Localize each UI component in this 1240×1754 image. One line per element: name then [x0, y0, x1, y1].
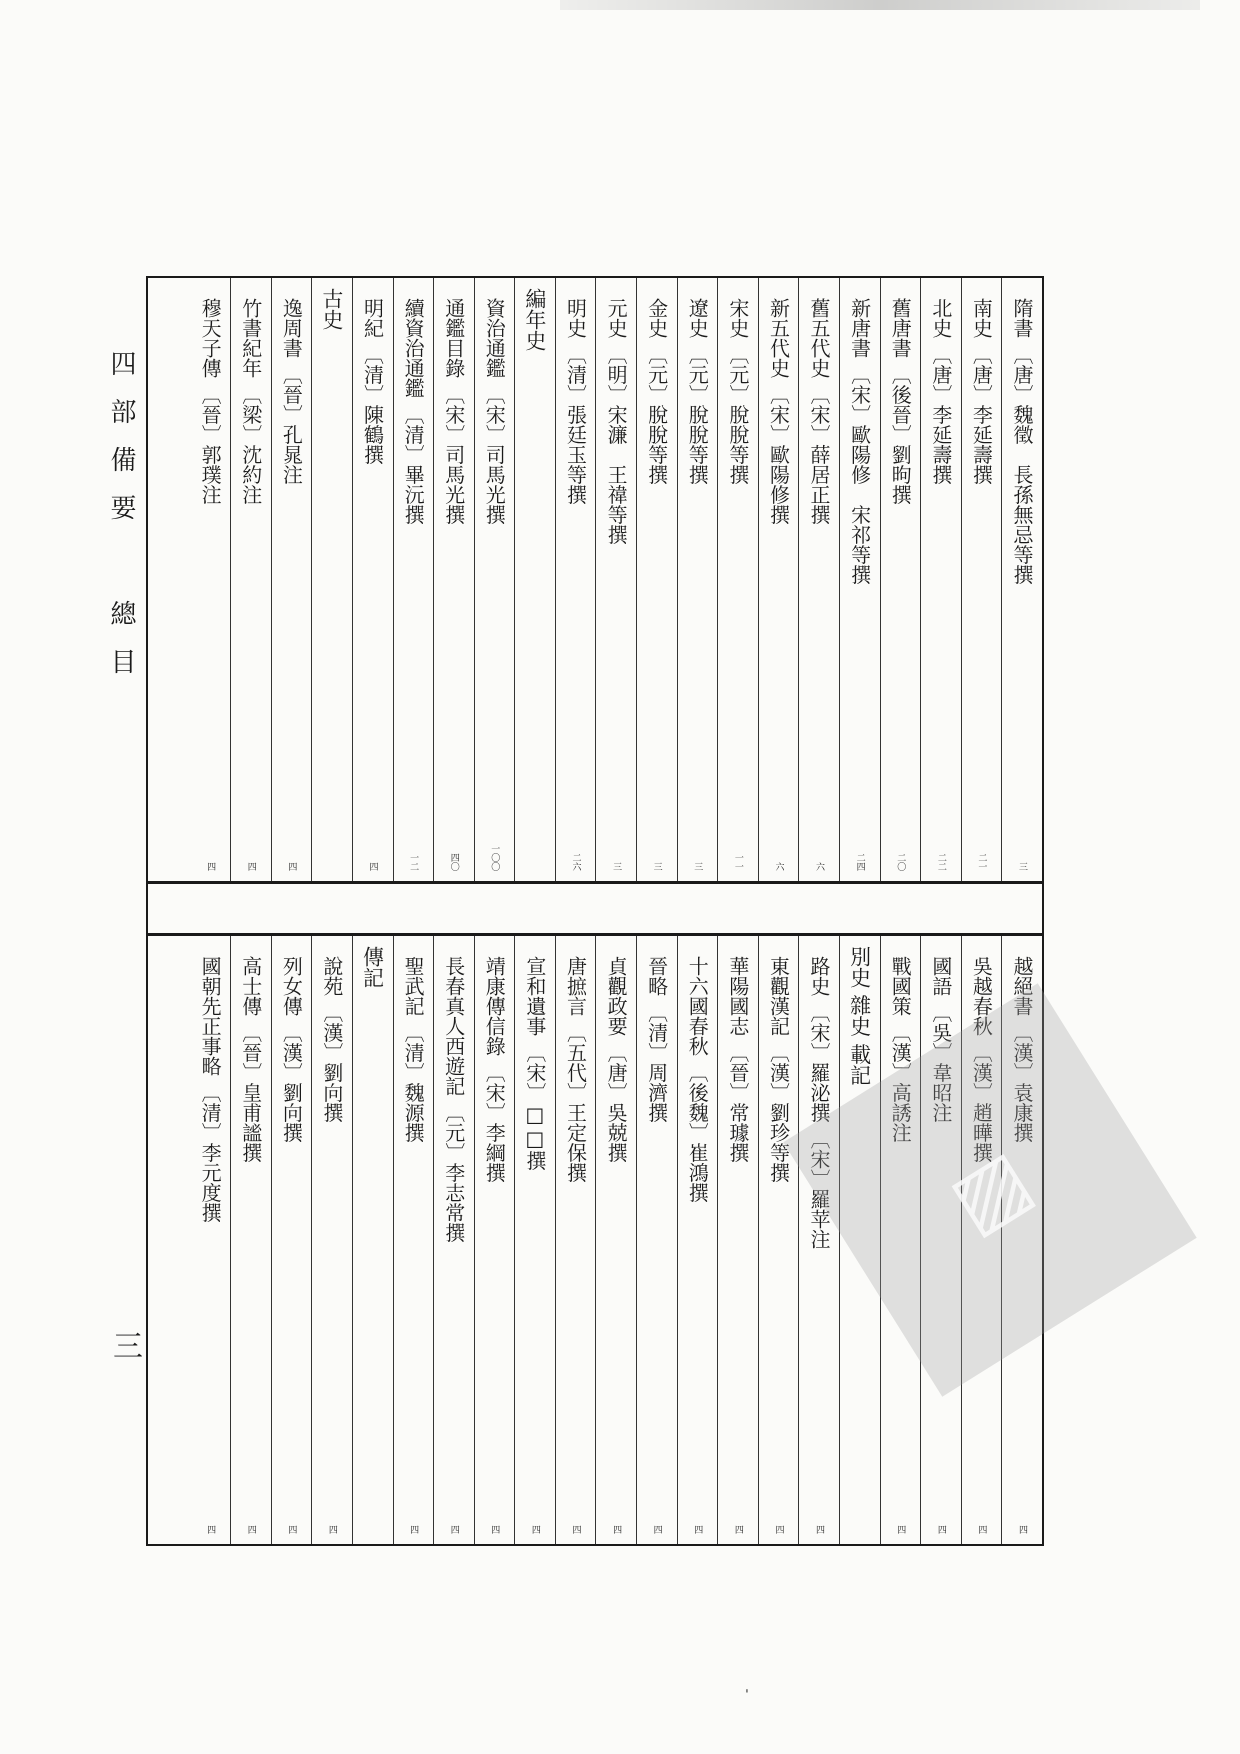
- catalog-entry: [514, 936, 555, 1544]
- entry-title: 新唐書 〔宋〕歐陽修 宋祁等撰: [847, 298, 872, 585]
- catalog-entry: [474, 936, 515, 1544]
- entry-title: 元史 〔明〕宋濂 王禕等撰: [604, 298, 629, 545]
- entry-title: 舊五代史 〔宋〕薛居正撰: [807, 298, 832, 525]
- catalog-entry: [352, 278, 393, 881]
- scan-smudge: [560, 0, 1200, 10]
- catalog-entry: [271, 936, 312, 1544]
- catalog-entry: [880, 278, 921, 881]
- entry-volume-count: 四: [326, 1525, 337, 1534]
- entry-title: 吳越春秋 〔漢〕趙曄撰: [969, 956, 994, 1163]
- entry-volume-count: 一二: [408, 853, 419, 871]
- middle-rule-top: [146, 881, 1044, 884]
- entry-volume-count: 二六: [570, 853, 581, 871]
- entry-volume-count: 一〇〇: [489, 844, 500, 871]
- entry-title: 逸周書 〔晉〕孔晁注: [279, 298, 304, 485]
- entry-title: 聖武記 〔清〕魏源撰: [401, 956, 426, 1143]
- entry-volume-count: 四: [1017, 1525, 1027, 1534]
- catalog-entry: [798, 936, 839, 1544]
- entry-volume-count: 六: [773, 862, 784, 871]
- catalog-entry: [230, 278, 271, 881]
- catalog-entry: [555, 278, 596, 881]
- catalog-entry: [393, 936, 434, 1544]
- entry-title: 華陽國志 〔晉〕常璩撰: [725, 956, 750, 1163]
- catalog-entry: [717, 278, 758, 881]
- entry-title: 遼史 〔元〕脫脫等撰: [685, 298, 710, 485]
- catalog-entry: [393, 278, 434, 881]
- entry-volume-count: 四: [245, 1525, 256, 1534]
- entry-volume-count: 四: [773, 1525, 784, 1534]
- entry-volume-count: 四: [732, 1525, 743, 1534]
- page-number: 三: [107, 1330, 142, 1360]
- entry-title: 說苑 〔漢〕劉向撰: [319, 956, 344, 1123]
- entry-title: 戰國策 〔漢〕高誘注: [888, 956, 913, 1143]
- section-heading-column: [311, 278, 352, 881]
- catalog-entry: [230, 936, 271, 1544]
- entry-volume-count: 四: [448, 1525, 459, 1534]
- catalog-entry: [190, 278, 231, 881]
- section-heading-column: [352, 936, 393, 1544]
- catalog-entry: [311, 936, 352, 1544]
- entry-title: 國朝先正事略 〔清〕李元度撰: [198, 956, 223, 1223]
- running-header: [100, 350, 140, 696]
- entry-volume-count: 四〇: [448, 853, 459, 871]
- catalog-entry: [717, 936, 758, 1544]
- entry-volume-count: 四: [245, 862, 256, 871]
- entry-title: 晉略 〔清〕周濟撰: [644, 956, 669, 1123]
- entry-volume-count: 四: [976, 1525, 987, 1534]
- catalog-entry: [636, 936, 677, 1544]
- entry-volume-count: 二〇: [895, 853, 906, 871]
- entry-volume-count: 三: [611, 862, 622, 871]
- entry-volume-count: 四: [935, 1525, 946, 1534]
- entry-title: 隋書 〔唐〕魏徵 長孫無忌等撰: [1010, 298, 1034, 585]
- entry-title: 路史 〔宋〕羅泌撰 〔宋〕羅苹注: [807, 956, 832, 1249]
- catalog-entry: [636, 278, 677, 881]
- entry-volume-count: 四: [286, 862, 297, 871]
- section-heading: 傳記: [360, 946, 385, 988]
- entry-volume-count: 四: [286, 1525, 297, 1534]
- catalog-entry: [433, 278, 474, 881]
- catalog-entry: [595, 278, 636, 881]
- entry-title: 唐摭言 〔五代〕王定保撰: [563, 956, 588, 1183]
- entry-volume-count: 二一: [976, 853, 987, 871]
- section-heading: 編年史: [522, 288, 547, 351]
- catalog-entry: [839, 278, 880, 881]
- entry-volume-count: 四: [692, 1525, 703, 1534]
- entry-title: 東觀漢記 〔漢〕劉珍等撰: [766, 956, 791, 1183]
- entry-title: 續資治通鑑 〔清〕畢沅撰: [401, 298, 426, 525]
- entry-volume-count: 四: [529, 1525, 540, 1534]
- entry-title: 長春真人西遊記 〔元〕李志常撰: [441, 956, 466, 1243]
- entry-volume-count: 四: [651, 1525, 662, 1534]
- entry-volume-count: 四: [205, 862, 216, 871]
- entry-title: 穆天子傳 〔晉〕郭璞注: [198, 298, 223, 505]
- entry-title: 竹書紀年 〔梁〕沈約注: [238, 298, 263, 505]
- catalog-entry: [190, 936, 231, 1544]
- entry-title: 北史 〔唐〕李延壽撰: [928, 298, 953, 485]
- top-catalog-panel: [148, 278, 1042, 881]
- entry-title: 越絕書 〔漢〕袁康撰: [1010, 956, 1034, 1143]
- entry-volume-count: 四: [489, 1525, 500, 1534]
- entry-title: 靖康傳信錄 〔宋〕李綱撰: [482, 956, 507, 1183]
- catalog-entry: [271, 278, 312, 881]
- entry-title: 十六國春秋 〔後魏〕崔鴻撰: [685, 956, 710, 1203]
- catalog-entry: [433, 936, 474, 1544]
- entry-volume-count: 一一: [732, 853, 743, 871]
- catalog-entry: [595, 936, 636, 1544]
- entry-title: 通鑑目錄 〔宋〕司馬光撰: [441, 298, 466, 525]
- entry-volume-count: 三: [1017, 862, 1027, 871]
- entry-title: 貞觀政要 〔唐〕吳兢撰: [604, 956, 629, 1163]
- entry-title: 舊唐書 〔後晉〕劉昫撰: [888, 298, 913, 505]
- entry-title: 南史 〔唐〕李延壽撰: [969, 298, 994, 485]
- catalog-entry: [555, 936, 596, 1544]
- scan-mark: ˈ: [745, 1688, 749, 1704]
- catalog-entry: [961, 278, 1002, 881]
- entry-title: 宋史 〔元〕脫脫等撰: [725, 298, 750, 485]
- catalog-entry: [798, 278, 839, 881]
- section-heading: 別史 雜史 載記: [847, 946, 872, 1086]
- library-seal-watermark: ▨: [783, 983, 1196, 1396]
- entry-title: 宣和遺事 〔宋〕□□撰: [522, 956, 547, 1171]
- entry-volume-count: 四: [408, 1525, 419, 1534]
- entry-volume-count: 三: [651, 862, 662, 871]
- entry-title: 列女傳 〔漢〕劉向撰: [279, 956, 304, 1143]
- section-label: 總目: [106, 600, 136, 696]
- entry-title: 明史 〔清〕張廷玉等撰: [563, 298, 588, 505]
- entry-volume-count: 四: [367, 862, 378, 871]
- entry-title: 明紀 〔清〕陳鶴撰: [360, 298, 385, 465]
- catalog-entry: [474, 278, 515, 881]
- entry-title: 國語 〔吳〕韋昭注: [928, 956, 953, 1123]
- entry-title: 金史 〔元〕脫脫等撰: [644, 298, 669, 485]
- entry-title: 新五代史 〔宋〕歐陽修撰: [766, 298, 791, 525]
- entry-volume-count: 四: [895, 1525, 906, 1534]
- entry-volume-count: 四: [814, 1525, 825, 1534]
- catalog-entry: [920, 278, 961, 881]
- catalog-entry: [677, 278, 718, 881]
- entry-volume-count: 四: [205, 1525, 216, 1534]
- entry-volume-count: 三: [692, 862, 703, 871]
- entry-volume-count: 四: [570, 1525, 581, 1534]
- entry-title: 高士傳 〔晉〕皇甫謐撰: [238, 956, 263, 1163]
- catalog-entry: [758, 936, 799, 1544]
- section-heading: 古史: [319, 288, 344, 330]
- catalog-entry: [677, 936, 718, 1544]
- catalog-entry: [1001, 278, 1042, 881]
- entry-volume-count: 二四: [854, 853, 865, 871]
- entry-volume-count: 二二: [935, 853, 946, 871]
- catalog-entry: [758, 278, 799, 881]
- entry-volume-count: 六: [814, 862, 825, 871]
- book-title: 四部備要: [106, 350, 136, 542]
- entry-title: 資治通鑑 〔宋〕司馬光撰: [482, 298, 507, 525]
- section-heading-column: [514, 278, 555, 881]
- entry-volume-count: 四: [611, 1525, 622, 1534]
